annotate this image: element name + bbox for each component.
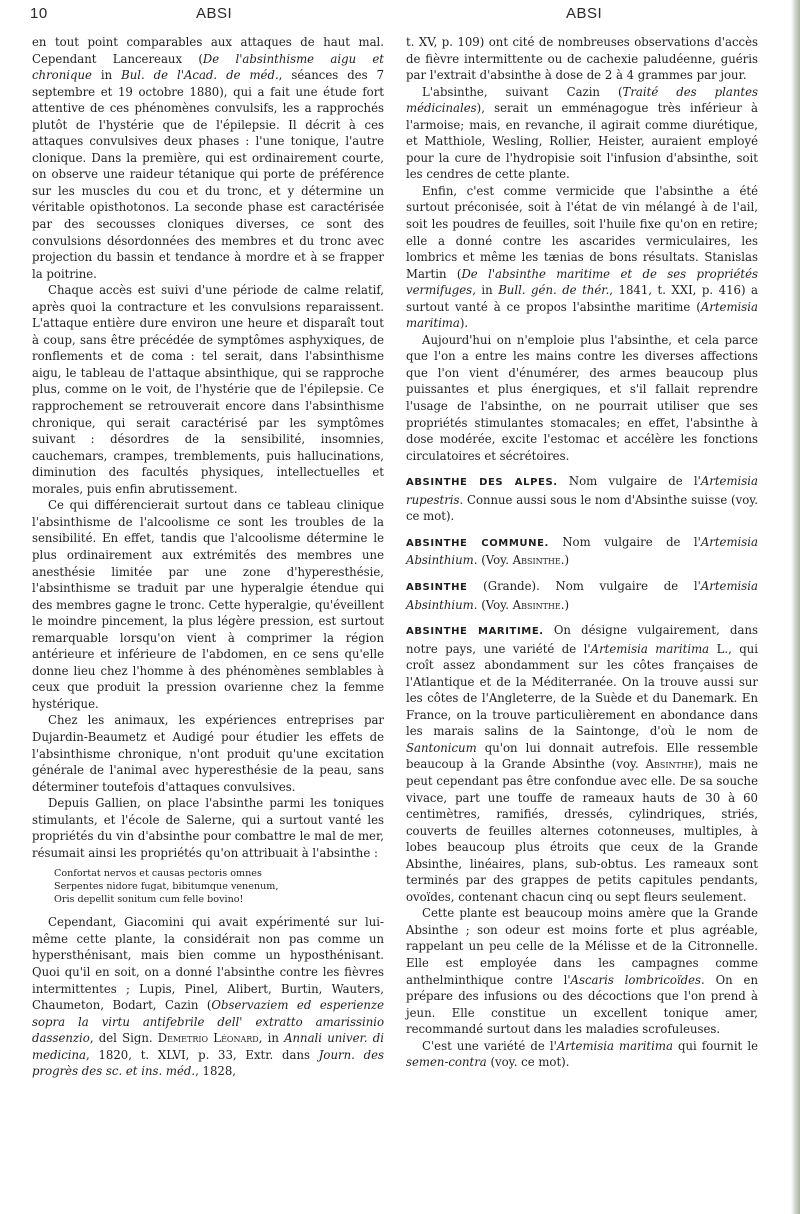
species-name: Ascaris lombricoïdes	[570, 972, 702, 987]
paragraph	[406, 183, 758, 332]
text-span: , del Sign.	[89, 1031, 158, 1046]
text-span: qui fournit le	[672, 1038, 758, 1053]
species-name: Artemisia Absinthium	[406, 534, 758, 568]
right-column	[406, 34, 758, 1071]
text-span: . Connue aussi sous le nom d'Absinthe suisse (voy. ce mot).	[406, 492, 758, 524]
paragraph: t. XV, p. 109) ont cité de nombreuses observations d'accès de fièvre intermittente ou de cachexie paludéenne, guéris par l'extrait d'absinthe à dose de 2 à 4 grammes par jour.	[406, 35, 758, 83]
text-span: Cependant, Giacomini qui avait expérimenté sur lui-même cette plante, la considérait non pas comme un hypersthénisant, mais bien comme un hyposthénisant. Quoi qu'il en soit, on a donné l'absinthe contre les fièvres intermittentes ; Lupis, Pinel, Alibert, Burtin, Wauters, Chaumeton, Bodart, Cazin (	[32, 915, 384, 1013]
species-name: Artemisia rupestris	[406, 474, 758, 507]
text-span: . (Voy.	[473, 553, 513, 568]
paragraph: Depuis Gallien, on place l'absinthe parmi les toniques stimulants, et l'école de Salerne, qui a surtout vanté les propriétés du vin d'absinthe pour combattre le mal de mer, résumait ainsi les propriétés qu'on attribuait à l'absinthe :	[32, 796, 384, 860]
paragraph: Chez les animaux, les expériences entreprises par Dujardin-Beaumetz et Audigé pour étudier les effets de l'absinthisme chronique, n'ont produit qu'une excitation générale de l'animal avec hyperesthésie de la peau, sans déterminer toutefois d'attaques convulsives.	[32, 713, 384, 794]
text-span: qu'on lui donnait autrefois. Elle ressemble beaucoup à la Grande Absinthe (voy.	[406, 740, 758, 772]
left-column	[32, 34, 384, 1080]
text-span: en tout point comparables aux attaques de haut mal. Cependant Lancereaux (	[32, 35, 384, 66]
paragraph	[32, 914, 384, 1079]
text-span: . On en prépare des infusions ou des décoctions que l'on prend à jeun. Elle constitue un excellent tonique amer, recommandé surtout dans les maladies scrofuleuses.	[406, 972, 758, 1037]
text-span: (Grande). Nom vulgaire de l'	[467, 578, 701, 593]
text-span: .)	[560, 553, 570, 568]
citation-journal: Bull. gén. de thér.	[498, 283, 610, 298]
species-name: Artemisia maritima	[556, 1038, 673, 1053]
latin-verse	[54, 867, 384, 906]
species-name: Artemisia Absinthium	[406, 578, 758, 612]
citation-journal: Journ. des progrès des sc. et ins. méd.	[32, 1047, 384, 1079]
text-span: L'absinthe, suivant Cazin (	[422, 84, 623, 99]
species-name: Artemisia maritima	[590, 641, 710, 656]
text-span: , 1820, t. XLVI, p. 33, Extr. dans	[86, 1047, 319, 1062]
paragraph: Ce qui différencierait surtout dans ce tableau clinique l'absinthisme de l'alcoolisme ce sont les troubles de la sensibilité. En effet, tandis que l'alcoolisme détermine le plus ordinairement aux extrémités des membres une anesthésie limitée par une zone d'hyperesthésie, l'absinthisme se traduit par une hyperalgie étendue qui des membres gagne le tronc. Cette hyperalgie, qu'éveillent le moindre pincement, la plus légère pression, est surtout remarquable lorsqu'on vient à comprimer la région antérieure et inférieure de l'abdomen, en ce sens qu'elle donne lieu chez l'homme à des phénomènes semblables à ceux que produit la pression ovarienne chez la femme hystérique.	[32, 498, 384, 711]
text-span: ), serait un emménagogue très inférieur à l'armoise; mais, en revanche, il agirait comme diurétique, et Matthiole, Wesling, Rollier, Heister, auraient employé pour la cure de l'hydropisie soit l'infusion d'absinthe, soit les cendres de cette plante.	[406, 101, 758, 182]
paragraph	[406, 1038, 758, 1071]
text-span: , in	[258, 1031, 285, 1046]
dictionary-entry	[406, 534, 758, 569]
dictionary-entry	[406, 578, 758, 613]
cross-reference: Absinthe	[645, 757, 694, 772]
page-edge-shadow	[791, 0, 800, 1214]
verse-line: Serpentes nidore fugat, bibitumque venenum,	[54, 881, 279, 893]
citation-title: De l'absinthe maritime et de ses propriétés vermifuges	[406, 266, 758, 298]
entry-headword: ABSINTHE COMMUNE.	[406, 537, 549, 549]
text-span: , séances des 7 septembre et 19 octobre 1880), qui a fait une étude fort attentive de ces phénomènes convulsifs, les a rapprochés plutôt de l'hystérie que de l'épilepsie. Il décrit à ces attaques convulsives deux phases : l'une tonique, l'autre clonique. Dans la première, qui est ordinairement courte, on observe une raideur tétanique qui porte de préférence sur les muscles du cou et du tronc, et y détermine un véritable opisthotonos. La seconde phase est caractérisée par des secousses cloniques diverses, ce sont des convulsions désordonnées des membres et du tronc avec projection du bassin et tendance à mordre et à se frapper la poitrine.	[32, 68, 385, 281]
citation-title: De l'absinthisme aigu et chronique	[32, 51, 384, 83]
text-span: ).	[459, 316, 469, 331]
cross-reference: Absinthe	[512, 597, 561, 612]
entry-headword: ABSINTHE	[406, 581, 468, 593]
paragraph	[406, 905, 758, 1037]
author-name: Demetrio Léonard	[157, 1031, 259, 1046]
text-span: . (Voy.	[473, 597, 513, 612]
citation-title: Observaziem ed esperienze sopra la virtu antifebrile dell' extratto amarissinio dassenzio	[32, 998, 384, 1046]
text-span: C'est une variété de l'	[422, 1038, 557, 1053]
text-span: , 1841, t. XXI, p. 416) a surtout vanté à ce propos l'absinthe maritime (	[406, 283, 758, 314]
right-running-head: ABSI	[566, 5, 603, 22]
left-running-head: ABSI	[196, 5, 233, 22]
page-number: 10	[30, 5, 48, 22]
text-span: Cette plante est beaucoup moins amère que la Grande Absinthe ; son odeur est moins forte et plus agréable, rappelant un peu celle de la Mélisse et de la Citronnelle. Elle est employée dans les campagnes comme anthelminthique contre l'	[406, 906, 758, 987]
text-span: (voy. ce mot).	[486, 1055, 570, 1070]
paragraph: Aujourd'hui on n'emploie plus l'absinthe, et cela parce que l'on a entre les mains contre les diverses affections que l'on vient d'énumérer, des armes beaucoup plus puissantes et plus énergiques, et s'il fallait reprendre l'usage de l'absinthe, on ne pourrait utiliser que ses propriétés stimulantes stomacales; en effet, l'absinthe à dose modérée, excite l'estomac et accélère les fonctions circulatoires et sécrétoires.	[406, 332, 758, 463]
text-span: in	[91, 68, 122, 83]
text-span: ), mais ne peut cependant pas être confondue avec elle. De sa souche vivace, part une touffe de rameaux hauts de 30 à 60 centimètres, ramifiés, dressés, cylindriques, striés, couverts de feuilles alternes cotonneuses, multiples, à lobes beaucoup plus étroits que ceux de la Grande Absinthe, linéaires, plans, sub-obtus. Les rameaux sont terminés par des grappes de petits capitules pendants, ovoïdes, contenant chacun cinq ou sept fleurs seulement.	[406, 757, 758, 904]
citation-journal: Bul. de l'Acad. de méd.	[121, 68, 279, 83]
text-span: .)	[560, 597, 570, 612]
text-span: , in	[472, 283, 499, 298]
verse-line: Oris depellit sonitum cum felle bovino!	[54, 894, 244, 906]
entry-headword: ABSINTHE DES ALPES.	[406, 477, 558, 489]
citation-journal: Annali univer. di medicina	[32, 1031, 384, 1062]
text-span: Nom vulgaire de l'	[557, 474, 701, 489]
paragraph	[406, 84, 758, 183]
dictionary-entry	[406, 622, 758, 905]
citation-title: Traité des plantes médicinales	[406, 84, 759, 116]
cross-reference: Absinthe	[512, 553, 561, 568]
text-span: , 1828,	[195, 1064, 236, 1079]
historical-name: Santonicum	[406, 740, 477, 755]
cross-reference: semen-contra	[406, 1055, 487, 1070]
paragraph: Chaque accès est suivi d'une période de calme relatif, après quoi la contracture et les convulsions reparaissent. L'attaque entière dure environ une heure et disparaît tout à coup, sans être précédée de symptômes asphyxiques, de ronflements et de coma : tel serait, dans l'absinthisme aigu, le tableau de l'attaque absinthique, qui se rapproche plus, comme on le voit, de l'hystérie que de l'épilepsie. Ce rapprochement se retrouverait encore dans l'absinthisme chronique, qui serait caractérisé par les symptômes suivant : désordres de la sensibilité, insomnies, cauchemars, crampes, tremblements, puis hallucinations, diminution des facultés physiques, intellectuelles et morales, puis enfin abrutissement.	[32, 283, 384, 496]
entry-headword: ABSINTHE MARITIME.	[406, 626, 544, 638]
text-span: Enfin, c'est comme vermicide que l'absinthe a été surtout préconisée, soit à l'état de vin mélangé à de l'ail, soit les poudres de feuilles, soit l'huile fixe qu'on en retire; elle a donné contre les ascarides vermiculaires, les lombrics et même les tænias de bons résultats. Stanislas Martin (	[406, 183, 758, 281]
text-span: L., qui croît assez abondamment sur les côtes françaises de l'Atlantique et de la Méditerranée. On la trouve aussi sur les côtes de l'Angleterre, de la Suède et du Danemark. En France, on la trouve particulièrement en abondance dans les marais salins de la Saintonge, d'où le nom de	[406, 641, 758, 739]
dictionary-entry	[406, 473, 758, 525]
species-name: Artemisia maritima	[406, 299, 758, 331]
paragraph	[32, 34, 384, 282]
text-span: Nom vulgaire de l'	[548, 534, 701, 549]
text-span: On désigne vulgairement, dans notre pays, une variété de l'	[406, 623, 758, 656]
verse-line: Confortat nervos et causas pectoris omnes	[54, 868, 262, 880]
